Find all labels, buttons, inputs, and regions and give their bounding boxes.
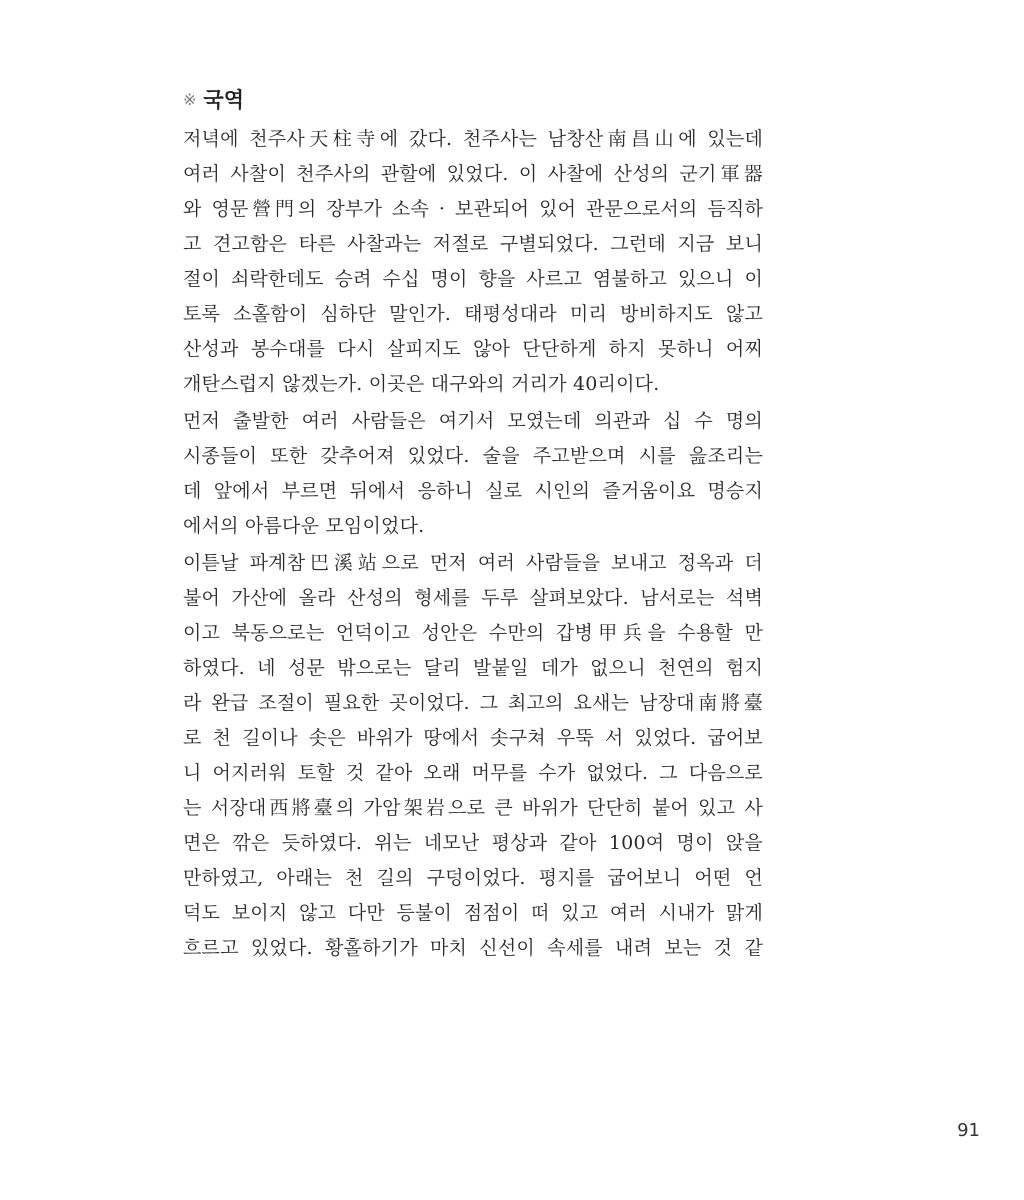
section-title: 국역	[203, 88, 244, 112]
text-line: 데 앞에서 부르면 뒤에서 응하니 실로 시인의 즐거움이요 명승지	[183, 480, 763, 502]
text-line: 여러 사찰이 천주사의 관할에 있었다. 이 사찰에 산성의 군기軍器	[183, 163, 763, 185]
text-line: 고 견고함은 타른 사찰과는 저절로 구별되었다. 그런데 지금 보니	[183, 233, 763, 255]
text-line: 시종들이 또한 갖추어져 있었다. 술을 주고받으며 시를 읊조리는	[183, 445, 763, 467]
text-line: 흐르고 있었다. 황홀하기가 마치 신선이 속세를 내려 보는 것 같	[183, 937, 763, 959]
text-line: 면은 깎은 듯하였다. 위는 네모난 평상과 같아 100여 명이 앉을	[183, 832, 763, 854]
text-line: 먼저 출발한 여러 사람들은 여기서 모였는데 의관과 십 수 명의	[183, 410, 763, 432]
text-line: 로 천 길이나 솟은 바위가 땅에서 솟구쳐 우뚝 서 있었다. 굽어보	[183, 727, 763, 749]
text-line: 니 어지러워 토할 것 같아 오래 머무를 수가 없었다. 그 다음으로	[183, 762, 763, 784]
paragraph	[183, 122, 763, 402]
paragraph	[183, 546, 763, 966]
text-line: 산성과 봉수대를 다시 살피지도 않아 단단하게 하지 못하니 어찌	[183, 338, 763, 360]
text-line: 는 서장대西將臺의 가암架岩으로 큰 바위가 단단히 붙어 있고 사	[183, 797, 763, 819]
text-line: 만하였고, 아래는 천 길의 구덩이었다. 평지를 굽어보니 어떤 언	[183, 867, 763, 889]
text-line: 하였다. 네 성문 밖으로는 달리 발붙일 데가 없으니 천연의 험지	[183, 657, 763, 679]
page-number: 91	[957, 1120, 980, 1141]
text-line: 라 완급 조절이 필요한 곳이었다. 그 최고의 요새는 남장대南將臺	[183, 692, 763, 714]
text-line: 에서의 아름다운 모임이었다.	[183, 515, 425, 537]
paragraph	[183, 404, 763, 544]
text-line: 토록 소홀함이 심하단 말인가. 태평성대라 미리 방비하지도 않고	[183, 303, 763, 325]
text-line: 덕도 보이지 않고 다만 등불이 점점이 떠 있고 여러 시내가 맑게	[183, 902, 763, 924]
translation-body	[183, 122, 763, 966]
text-line: 와 영문營門의 장부가 소속 · 보관되어 있어 관문으로서의 듬직하	[183, 198, 763, 220]
text-line: 불어 가산에 올라 산성의 형세를 두루 살펴보았다. 남서로는 석벽	[183, 587, 763, 609]
ornament-icon: ※	[183, 89, 197, 109]
text-line: 개탄스럽지 않겠는가. 이곳은 대구와의 거리가 40리이다.	[183, 373, 660, 395]
text-line: 이튿날 파계참巴溪站으로 먼저 여러 사람들을 보내고 정옥과 더	[183, 552, 763, 574]
text-line: 절이 쇠락한데도 승려 수십 명이 향을 사르고 염불하고 있으니 이	[183, 268, 763, 290]
text-line: 이고 북동으로는 언덕이고 성안은 수만의 갑병甲兵을 수용할 만	[183, 622, 763, 644]
text-line: 저녁에 천주사天柱寺에 갔다. 천주사는 남창산南昌山에 있는데	[183, 128, 763, 150]
section-heading	[183, 84, 244, 114]
